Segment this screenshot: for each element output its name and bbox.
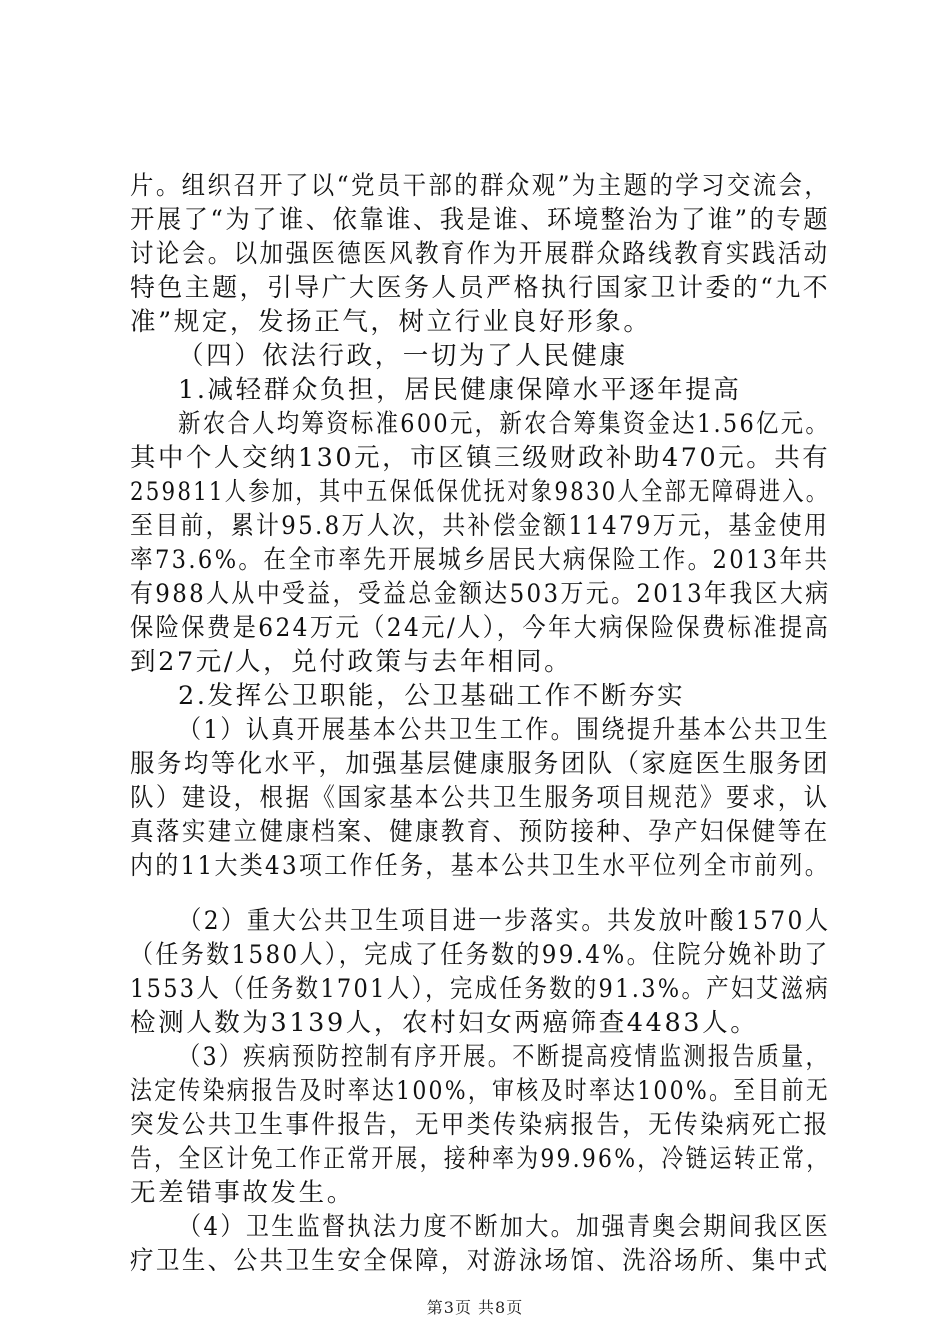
text-line: 有988人从中受益，受益总金额达503万元。2013年我区大病 — [130, 579, 831, 609]
text-line: 讨论会。以加强医德医风教育作为开展群众路线教育实践活动 — [130, 239, 830, 269]
text-line: 1.减轻群众负担，居民健康保障水平逐年提高 — [178, 375, 742, 405]
text-line: 率73.6%。在全市率先开展城乡居民大病保险工作。2013年共 — [130, 545, 830, 575]
text-line: （1）认真开展基本公共卫生工作。围绕提升基本公共卫生 — [178, 715, 831, 745]
text-line: 法定传染病报告及时率达100%，审核及时率达100%。至目前无 — [130, 1076, 830, 1106]
text-line: （任务数1580人），完成了任务数的99.4%。住院分娩补助了 — [130, 940, 830, 970]
text-line: 新农合人均筹资标准600元，新农合筹集资金达1.56亿元。 — [178, 409, 831, 439]
text-line: 无差错事故发生。 — [130, 1178, 355, 1208]
text-line: 其中个人交纳130元，市区镇三级财政补助470元。共有 — [130, 443, 831, 473]
text-line: 内的11大类43项工作任务，基本公共卫生水平位列全市前列。 — [130, 851, 831, 881]
text-line: 真落实建立健康档案、健康教育、预防接种、孕产妇保健等在 — [130, 817, 830, 847]
text-line: 检测人数为3139人，农村妇女两癌筛查4483人。 — [130, 1008, 759, 1038]
text-line: 服务均等化水平，加强基层健康服务团队（家庭医生服务团 — [130, 749, 830, 779]
text-line: （四）依法行政，一切为了人民健康 — [178, 341, 628, 371]
text-line: （3）疾病预防控制有序开展。不断提高疫情监测报告质量， — [178, 1042, 831, 1072]
text-line: 259811人参加，其中五保低保优抚对象9830人全部无障碍进入。 — [130, 477, 830, 507]
text-line: 保险保费是624万元（24元/人），今年大病保险保费标准提高 — [130, 613, 831, 643]
text-line: 疗卫生、公共卫生安全保障，对游泳场馆、洗浴场所、集中式 — [130, 1246, 830, 1276]
text-line: （2）重大公共卫生项目进一步落实。共发放叶酸1570人 — [178, 906, 831, 936]
text-line: 1553人（任务数1701人），完成任务数的91.3%。产妇艾滋病 — [130, 974, 831, 1004]
text-line: 准”规定，发扬正气，树立行业良好形象。 — [130, 307, 652, 337]
text-line: 队）建设，根据《国家基本公共卫生服务项目规范》要求，认 — [130, 783, 830, 813]
text-line: （4）卫生监督执法力度不断加大。加强青奥会期间我区医 — [178, 1212, 831, 1242]
text-line: 到27元/人，兑付政策与去年相同。 — [130, 647, 573, 677]
text-line: 开展了“为了谁、依靠谁、我是谁、环境整治为了谁”的专题 — [130, 205, 831, 235]
page-footer: 第3页 共8页 — [426, 1298, 524, 1317]
text-line: 片。组织召开了以“党员干部的群众观”为主题的学习交流会， — [130, 171, 831, 201]
text-line: 告，全区计免工作正常开展，接种率为99.96%，冷链运转正常， — [130, 1144, 831, 1174]
text-line: 2.发挥公卫职能，公卫基础工作不断夯实 — [178, 681, 686, 711]
text-line: 突发公共卫生事件报告，无甲类传染病报告，无传染病死亡报 — [130, 1110, 830, 1140]
text-line: 特色主题，引导广大医务人员严格执行国家卫计委的“九不 — [130, 273, 831, 303]
text-line: 至目前，累计95.8万人次，共补偿金额11479万元，基金使用 — [130, 511, 830, 541]
